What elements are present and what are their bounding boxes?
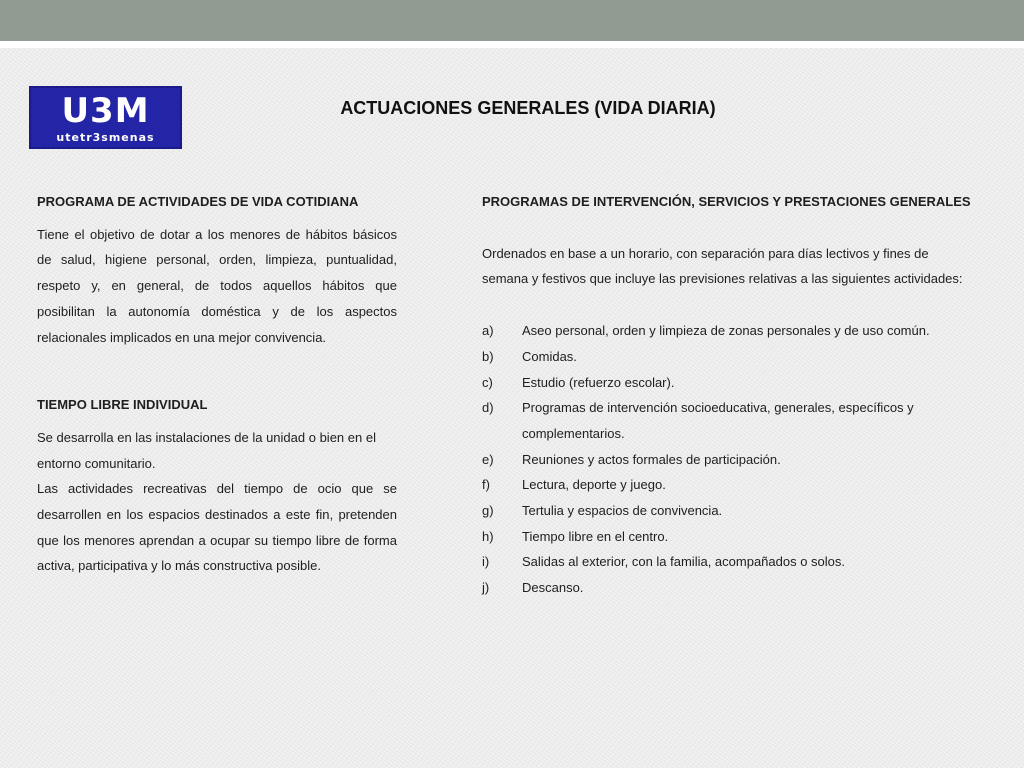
section-body-tiempo-libre-2: Las actividades recreativas del tiempo de ocio que se desarrollen en los espacios destinados a este fin, pretenden que los menores aprendan a ocupar su tiempo libre de forma activa, participativa y lo más constructiva posible. xyxy=(37,481,397,574)
top-bar xyxy=(0,0,1024,41)
list-marker: i) xyxy=(482,554,490,570)
list-item xyxy=(482,472,972,498)
list-item-text: Salidas al exterior, con la familia, acompañados o solos. xyxy=(522,554,846,570)
list-marker: e) xyxy=(482,451,494,467)
list-marker: a) xyxy=(482,323,494,339)
list-item xyxy=(482,498,972,524)
left-column xyxy=(37,189,397,579)
right-column xyxy=(482,189,972,601)
list-item xyxy=(482,395,972,446)
section-heading-programas: PROGRAMAS DE INTERVENCIÓN, SERVICIOS Y PRESTACIONES GENERALES xyxy=(482,194,971,209)
list-item-text: Descanso. xyxy=(522,580,584,596)
activities-list xyxy=(482,318,972,601)
page-title: ACTUACIONES GENERALES (VIDA DIARIA) xyxy=(340,98,716,118)
list-marker: d) xyxy=(482,400,494,416)
list-item-text: Tertulia y espacios de convivencia. xyxy=(522,503,723,519)
logo-subtitle: utetr3smenas xyxy=(56,131,155,144)
list-item xyxy=(482,524,972,550)
list-item xyxy=(482,318,972,344)
list-item-text: Comidas. xyxy=(522,348,577,364)
list-item xyxy=(482,370,972,396)
section-heading-tiempo-libre: TIEMPO LIBRE INDIVIDUAL xyxy=(37,397,208,413)
section-body-vida-cotidiana: Tiene el objetivo de dotar a los menores de hábitos básicos de salud, higiene personal, orden, limpieza, puntualidad, respeto y, en general, de todos aquellos hábitos que posibilitan la autonomía doméstica y de los aspectos relacionales implicados en una mejor convivencia. xyxy=(37,226,397,345)
top-bar-rule xyxy=(0,41,1024,48)
section-body-tiempo-libre-1: Se desarrolla en las instalaciones de la unidad o bien en el entorno comunitario. xyxy=(37,429,376,471)
list-marker: c) xyxy=(482,374,493,390)
programas-intro: Ordenados en base a un horario, con separación para días lectivos y fines de semana y festivos que incluye las previsiones relativas a las siguientes actividades: xyxy=(482,245,963,287)
list-marker: j) xyxy=(482,580,490,596)
list-item-text: Programas de intervención socioeducativa, generales, específicos y complementarios. xyxy=(522,400,914,441)
list-item-text: Estudio (refuerzo escolar). xyxy=(522,374,675,390)
list-item-text: Lectura, deporte y juego. xyxy=(522,477,666,493)
list-item xyxy=(482,549,972,575)
list-item-text: Tiempo libre en el centro. xyxy=(522,528,669,544)
list-item xyxy=(482,447,972,473)
list-item xyxy=(482,575,972,601)
list-marker: f) xyxy=(482,477,490,493)
list-marker: b) xyxy=(482,348,494,364)
list-item xyxy=(482,344,972,370)
list-marker: h) xyxy=(482,528,494,544)
u3m-logo xyxy=(29,86,182,149)
list-item-text: Aseo personal, orden y limpieza de zonas personales y de uso común. xyxy=(522,323,930,339)
list-marker: g) xyxy=(482,503,494,519)
logo-mark: U3M xyxy=(61,91,150,131)
list-item-text: Reuniones y actos formales de participación. xyxy=(522,451,781,467)
section-heading-vida-cotidiana: PROGRAMA DE ACTIVIDADES DE VIDA COTIDIANA xyxy=(37,194,359,209)
